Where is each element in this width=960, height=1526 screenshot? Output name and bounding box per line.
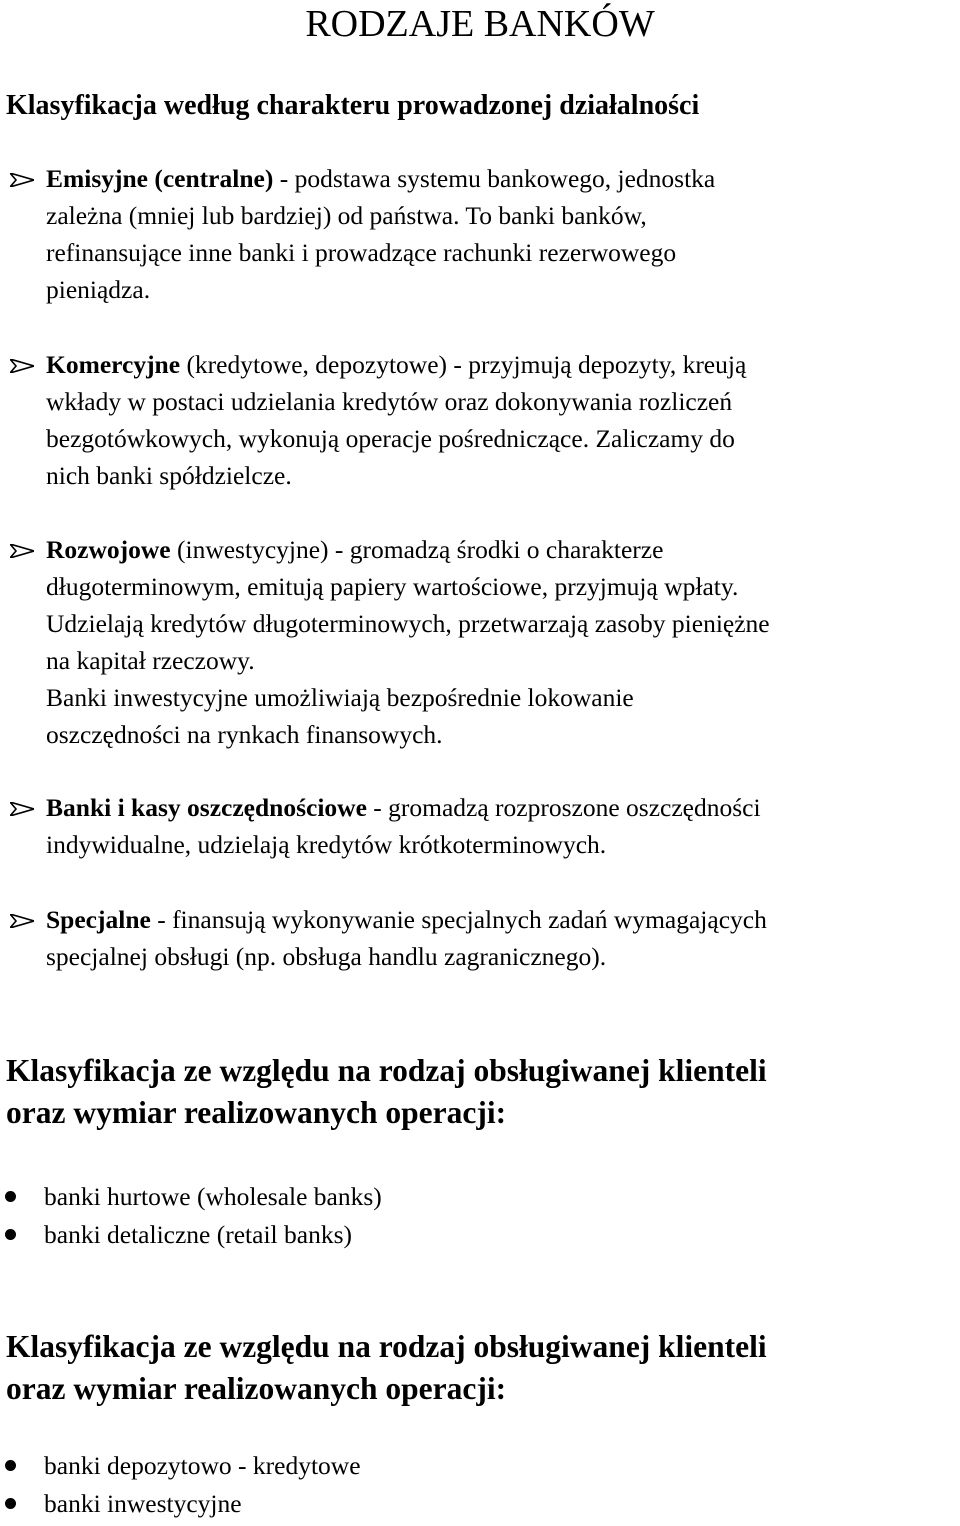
section-heading-clientele-2: Klasyfikacja ze względu na rodzaj obsługiwanej klienteli bbox=[6, 1329, 767, 1364]
item-text: wkłady w postaci udzielania kredytów oraz dokonywania rozliczeń bbox=[46, 387, 733, 416]
item-text: długoterminowym, emitują papiery wartościowe, przyjmują wpłaty. bbox=[46, 572, 739, 601]
item-term: Banki i kasy oszczędnościowe bbox=[46, 793, 367, 822]
list-item-rozwojowe bbox=[10, 531, 960, 753]
item-text: (kredytowe, depozytowe) - przyjmują depozyty, kreują bbox=[180, 350, 747, 379]
bullet-list-clientele-1 bbox=[0, 1178, 960, 1254]
item-text: - gromadzą rozproszone oszczędności bbox=[366, 793, 761, 822]
arrow-bullet-icon bbox=[10, 173, 34, 187]
arrow-bullet-icon bbox=[10, 359, 34, 373]
item-text: Banki inwestycyjne umożliwiają bezpośrednie lokowanie bbox=[46, 683, 634, 712]
section-heading-clientele-2-line2: oraz wymiar realizowanych operacji: bbox=[6, 1371, 507, 1406]
arrow-bullet-icon bbox=[10, 544, 34, 558]
item-term: Emisyjne (centralne) bbox=[46, 164, 274, 193]
item-term: Komercyjne bbox=[46, 350, 181, 379]
section-heading-activity: Klasyfikacja według charakteru prowadzonej działalności bbox=[6, 90, 700, 121]
bullet-dot-icon bbox=[5, 1229, 16, 1240]
list-item-banki-i-kasy bbox=[10, 789, 960, 863]
bullet-list-clientele-2 bbox=[0, 1447, 960, 1523]
item-text: - podstawa systemu bankowego, jednostka bbox=[273, 164, 716, 193]
item-text: oszczędności na rynkach finansowych. bbox=[46, 720, 443, 749]
list-item-emisyjne bbox=[10, 160, 960, 308]
list-item-specjalne bbox=[10, 901, 960, 975]
item-text: specjalnej obsługi (np. obsługa handlu zagranicznego). bbox=[46, 942, 607, 971]
item-text: zależna (mniej lub bardziej) od państwa. To banki banków, bbox=[46, 201, 647, 230]
item-text: (inwestycyjne) - gromadzą środki o charakterze bbox=[170, 535, 664, 564]
item-text: Udzielają kredytów długoterminowych, przetwarzają zasoby pieniężne bbox=[46, 609, 770, 638]
list-item-komercyjne bbox=[10, 346, 960, 494]
section-heading-clientele-1: Klasyfikacja ze względu na rodzaj obsługiwanej klienteli bbox=[6, 1053, 767, 1088]
item-text: pieniądza. bbox=[46, 275, 151, 304]
list-item-text: banki depozytowo - kredytowe bbox=[44, 1451, 361, 1480]
arrow-bullet-icon bbox=[10, 914, 34, 928]
item-term: Specjalne bbox=[46, 905, 151, 934]
item-text: bezgotówkowych, wykonują operacje pośredniczące. Zaliczamy do bbox=[46, 424, 735, 453]
list-item-text: banki hurtowe (wholesale banks) bbox=[44, 1182, 382, 1211]
item-text: na kapitał rzeczowy. bbox=[46, 646, 255, 675]
bullet-dot-icon bbox=[5, 1191, 16, 1202]
bullet-dot-icon bbox=[5, 1498, 16, 1509]
list-item-text: banki inwestycyjne bbox=[44, 1489, 242, 1518]
list-item bbox=[0, 1447, 960, 1485]
item-text: indywidualne, udzielają kredytów krótkoterminowych. bbox=[46, 830, 607, 859]
list-item bbox=[0, 1216, 960, 1254]
bullet-dot-icon bbox=[5, 1460, 16, 1471]
section-heading-clientele-1-line2: oraz wymiar realizowanych operacji: bbox=[6, 1095, 507, 1130]
list-item bbox=[0, 1485, 960, 1523]
list-item-text: banki detaliczne (retail banks) bbox=[44, 1220, 352, 1249]
list-item bbox=[0, 1178, 960, 1216]
arrow-bullet-icon bbox=[10, 802, 34, 816]
item-term: Rozwojowe bbox=[46, 535, 171, 564]
item-text: refinansujące inne banki i prowadzące rachunki rezerwowego bbox=[46, 238, 677, 267]
item-text: - finansują wykonywanie specjalnych zadań wymagających bbox=[150, 905, 767, 934]
page-title: RODZAJE BANKÓW bbox=[305, 3, 655, 45]
item-text: nich banki spółdzielcze. bbox=[46, 461, 292, 490]
